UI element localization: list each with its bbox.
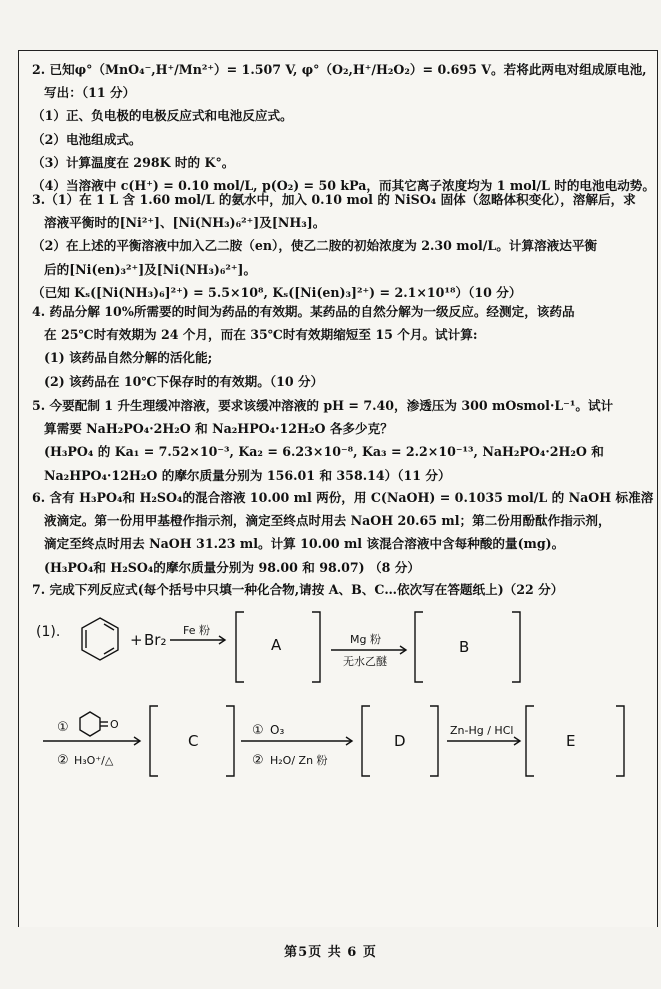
compound-d: D — [394, 732, 406, 750]
scheme-number: (1). — [36, 624, 61, 640]
compound-b: B — [459, 638, 470, 656]
ketone-oxygen: O — [110, 718, 119, 731]
hydrolysis-reagent: H₃O⁺/△ — [74, 754, 114, 767]
mg-reagent: Mg 粉 — [350, 633, 381, 646]
question-5: 5. 今要配制 1 升生理缓冲溶液，要求该缓冲溶液的 pH = 7.40，渗透压为 300 mOsmol·L⁻¹。试计 算需要 NaH₂PO₄·2H₂O 和 Na₂HPO₄·12H₂O 各多少克？ (H₃PO₄ 的 Ka₁ = 7.52×10⁻³, Ka₂ = 6.23×10⁻⁸, Ka₃ = 2.2×10⁻¹³, NaH₂PO₄·2H₂O 和 Na₂HPO₄·12H₂O 的摩尔质量分别为 156.01 和 358.14）（11 分） — [32, 398, 614, 483]
compound-e: E — [566, 732, 576, 750]
question-7: 7. 完成下列反应式(每个括号中只填一种化合物,请按 A、B、C…依次写在答题纸上)（22 分） — [32, 582, 564, 597]
question-6: 6. 含有 H₃PO₄和 H₂SO₄的混合溶液 10.00 ml 两份，用 C(NaOH) = 0.1035 mol/L 的 NaOH 标准溶 液滴定。第一份用甲基橙作指示剂，滴定至终点时用去 NaOH 20.65 ml；第二份用酚酞作指示剂， 滴定至终点时用去 NaOH 31.23 ml。计算 10.00 ml 该混合溶液中含每种酸的量(mg)。 (H₃PO₄和 H₂SO₄的摩尔质量分别为 98.00 和 98.07) （8 分） — [32, 490, 654, 575]
compound-a: A — [271, 636, 282, 654]
question-4: 4. 药品分解 10%所需要的时间为药品的有效期。某药品的自然分解为一级反应。经测定，该药品 在 25℃时有效期为 24 个月，而在 35℃时有效期缩短至 15 个月。试计算: (1) 该药品自然分解的活化能; (2) 该药品在 10℃下保存时的有效期。（10 分） — [32, 304, 575, 389]
step2-marker-b: ② — [252, 753, 264, 768]
question-3: 3.（1）在 1 L 含 1.60 mol/L 的氨水中，加入 0.10 mol 的 NiSO₄ 固体（忽略体积变化），溶解后，求 溶液平衡时的[Ni²⁺]、[Ni(NH₃)₆²⁺]及[NH₃]。 （2）在上述的平衡溶液中加入乙二胺（en），使乙二胺的初始浓度为 2.30 mol/L。计算溶液达平衡 后的[Ni(en)₃²⁺]及[Ni(NH₃)₆²⁺]。 （已知 Kₛ([Ni(NH₃)₆]²⁺) = 5.5×10⁸, Kₛ([Ni(en)₃]²⁺) = 2.1×10¹⁸）（10 分） — [32, 192, 636, 300]
plus-sign: + — [130, 631, 143, 649]
question-2: 2. 已知φ°（MnO₄⁻,H⁺/Mn²⁺）= 1.507 V, φ°（O₂,H⁺/H₂O₂）= 0.695 V。若将此两电对组成原电池, 写出：（11 分） （1）正、负电极的电极反应式和电池反应式。 （2）电池组成式。 （3）计算温度在 298K 时的 K°。 （4）当溶液中 c(H⁺) = 0.10 mol/L, p(O₂) = 50 kPa，而其它离子浓度均为 1 mol/L 时的电池电动势。 — [32, 62, 655, 194]
cyclohexanone-ring — [80, 712, 100, 736]
step1-marker-b: ① — [252, 723, 264, 738]
clemmensen-reagent: Zn-Hg / HCl — [450, 724, 514, 737]
fe-reagent: Fe 粉 — [183, 624, 210, 637]
br2-label: Br₂ — [144, 631, 167, 649]
workup-reagent: H₂O/ Zn 粉 — [270, 754, 328, 767]
ozone-reagent: O₃ — [270, 723, 285, 737]
compound-c: C — [188, 732, 199, 750]
ether-solvent: 无水乙醚 — [343, 655, 387, 668]
benzene-ring — [82, 618, 118, 660]
step1-marker-a: ① — [57, 720, 69, 735]
page-footer: 第5页 共 6 页 — [284, 945, 377, 960]
step2-marker-a: ② — [57, 753, 69, 768]
